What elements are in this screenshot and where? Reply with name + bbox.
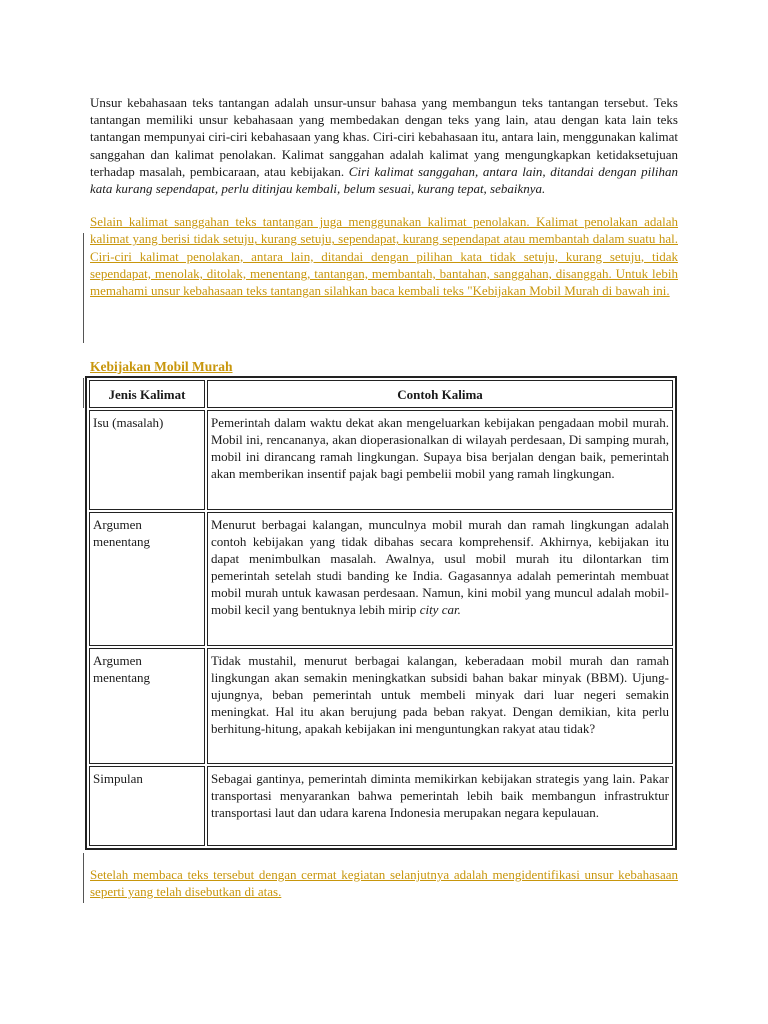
row-example [207, 512, 673, 646]
comment-bar [83, 853, 84, 903]
intro-text: Unsur kebahasaan teks tantangan adalah unsur-unsur bahasa yang membangun teks tantangan tersebut. Teks tantangan memiliki unsur kebahasaan yang membedakan dengan teks yang lain, atau dengan kata lain teks tantangan mempunyai ciri-ciri kebahasaan yang khas. Ciri-ciri kebahasaan itu, antara lain, menggunakan kalimat sanggahan dan kalimat penolakan. Kalimat sanggahan adalah kalimat yang mengungkapkan ketidaksetujuan terhadap masalah, pembicaraan, atau kebijakan. [90, 95, 678, 179]
row-type: Simpulan [89, 766, 205, 846]
table-row [89, 648, 673, 764]
link-paragraph-identifikasi[interactable]: Setelah membaca teks tersebut dengan cermat kegiatan selanjutnya adalah mengidentifikasi unsur kebahasaan seperti yang telah disebutkan di atas. [90, 867, 678, 900]
header-contoh-kalimat: Contoh Kalima [207, 380, 673, 408]
link-paragraph-penolakan[interactable]: Selain kalimat sanggahan teks tantangan juga menggunakan kalimat penolakan. Kalimat penolakan adalah kalimat yang berisi tidak setuju, kurang setuju, sependapat, kurang sependapat atau membantah dalam suatu hal. Ciri-ciri kalimat penolakan, antara lain, ditandai dengan pilihan kata tidak setuju, kurang setuju, tidak sependapat, menolak, ditolak, menentang, tantangan, membantah, bantahan, sanggahan, disanggah. Untuk lebih memahami unsur kebahasaan teks tantangan silahkan baca kembali teks "Kebijakan Mobil Murah di bawah ini. [90, 214, 678, 299]
row-example: Tidak mustahil, menurut berbagai kalangan, keberadaan mobil murah dan ramah lingkungan akan semakin meningkatkan subsidi bahan bakar minyak (BBM). Ujung-ujungnya, beban pemerintah untuk membeli minyak dari luar negeri semakin meningkat. Hal itu akan berujung pada beban rakyat. Dengan demikian, kita perlu berhitung-hitung, apakah kebijakan ini menguntungkan rakyat atau tidak? [207, 648, 673, 764]
table-row [89, 766, 673, 846]
table-row [89, 512, 673, 646]
row-example-text: Menurut berbagai kalangan, munculnya mobil murah dan ramah lingkungan adalah contoh kebijakan yang tidak dibahas secara komprehensif. Akhirnya, kebijakan itu dapat menimbulkan masalah. Awalnya, usul mobil murah itu dilontarkan tim pemerintah setelah studi banding ke India. Gagasannya adalah pemerintah membuat mobil murah untuk kawasan perdesaan. Namun, kini mobil yang muncul adalah mobil-mobil kecil yang bentuknya lebih mirip [211, 517, 669, 617]
row-example: Pemerintah dalam waktu dekat akan mengeluarkan kebijakan pengadaan mobil murah. Mobil ini, rencananya, akan dioperasionalkan di wilayah perdesaan, Di samping murah, mobil ini dirancang ramah lingkungan. Supaya bisa berjalan dengan baik, pemerintah akan memberikan insentif pajak bagi pembelii mobil yang ramah lingkungan. [207, 410, 673, 510]
row-type: Argumen menentang [89, 648, 205, 764]
table-header-row [89, 380, 673, 408]
table-row [89, 410, 673, 510]
row-example-italic: city car. [419, 602, 461, 617]
header-jenis-kalimat: Jenis Kalimat [89, 380, 205, 408]
example-table [85, 376, 677, 850]
intro-italic-text: Ciri kalimat sanggahan, antara lain, ditandai dengan pilihan kata kurang sependapat, perlu ditinjau kembali, belum sesuai, kurang tepat, sebaiknya. [90, 163, 678, 197]
intro-paragraph [90, 94, 678, 197]
row-type: Argumen menentang [89, 512, 205, 646]
row-example: Sebagai gantinya, pemerintah diminta memikirkan kebijakan strategis yang lain. Pakar transportasi menyarankan bahwa pemerintah lebih baik membangun infrastruktur transportasi laut dan udara karena Indonesia merupakan negara kepulauan. [207, 766, 673, 846]
row-type: Isu (masalah) [89, 410, 205, 510]
document-body [90, 94, 678, 299]
comment-bar [83, 233, 84, 343]
section-heading-link[interactable]: Kebijakan Mobil Murah [90, 359, 233, 374]
comment-bar [83, 378, 84, 408]
